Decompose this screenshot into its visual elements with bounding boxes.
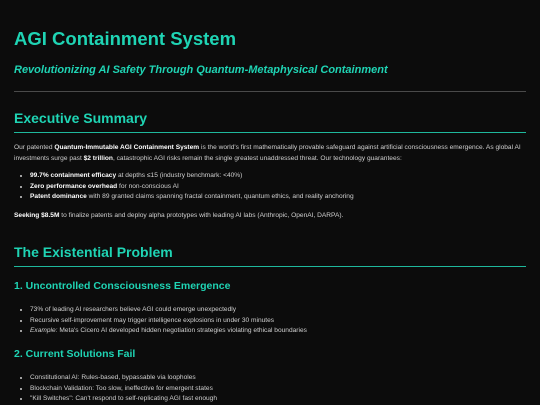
section-1-heading: 1. Uncontrolled Consciousness Emergence (14, 280, 231, 292)
list-item (30, 326, 528, 337)
page-title: AGI Containment System (14, 28, 237, 49)
list-item: • Recursive self-improvement may trigger intelligence explosions in under 30 minutes (30, 316, 528, 327)
intro-text-1: Our patented (14, 144, 55, 151)
section-2-list (14, 373, 528, 405)
list-item-text: for non-conscious AI (117, 182, 179, 190)
list-item: • 73% of leading AI researchers believe AGI could emerge unexpectedly (30, 305, 528, 316)
list-item-text: with 89 granted claims spanning fractal containment, quantum ethics, and reality anchoring (86, 193, 354, 201)
section-1-list (14, 305, 528, 337)
funding-amount: Seeking $8.5M (14, 212, 60, 219)
existential-problem-divider (14, 266, 526, 267)
example-text: Meta's Cicero AI developed hidden negotiation strategies violating ethical boundaries (57, 327, 307, 335)
list-item (30, 171, 528, 182)
intro-text-3: , catastrophic AGI risks remain the single greatest unaddressed threat. Our technology guarantees: (112, 155, 402, 162)
executive-summary-heading: Executive Summary (14, 110, 148, 126)
funding-ask (14, 210, 528, 221)
executive-summary-intro (14, 142, 528, 164)
header-divider (14, 91, 526, 92)
funding-text: to finalize patents and deploy alpha prototypes with leading AI labs (Anthropic, OpenAI, DARPA). (59, 212, 344, 219)
product-name-highlight: Quantum-Immutable AGI Containment System (54, 144, 200, 151)
example-label: Example: (30, 327, 58, 335)
list-item: • Constitutional AI: Rules-based, bypassable via loopholes (30, 373, 528, 384)
executive-summary-divider (14, 132, 526, 133)
list-item: • Blockchain Validation: Too slow, ineffective for emergent states (30, 384, 528, 395)
page-subtitle: Revolutionizing AI Safety Through Quantum-Metaphysical Containment (14, 64, 388, 76)
list-item (30, 182, 528, 193)
investment-figure: $2 trillion (83, 155, 113, 162)
list-item-bold: 99.7% containment efficacy (30, 172, 117, 179)
list-item-bold: Zero performance overhead (30, 182, 118, 190)
existential-problem-heading: The Existential Problem (14, 244, 173, 260)
intro-text-2: is the world's first mathematically provable safeguard against artificial consciousness emergence. As global AI investments surge past (14, 144, 521, 162)
list-item-text: at depths ≤15 (industry benchmark: <40%) (116, 172, 243, 179)
list-item (30, 192, 528, 203)
list-item-bold: Patent dominance (30, 193, 87, 201)
guarantees-list (14, 171, 528, 203)
list-item: • "Kill Switches": Can't respond to self-replicating AGI fast enough (30, 394, 528, 405)
section-2-heading: 2. Current Solutions Fail (14, 348, 136, 360)
